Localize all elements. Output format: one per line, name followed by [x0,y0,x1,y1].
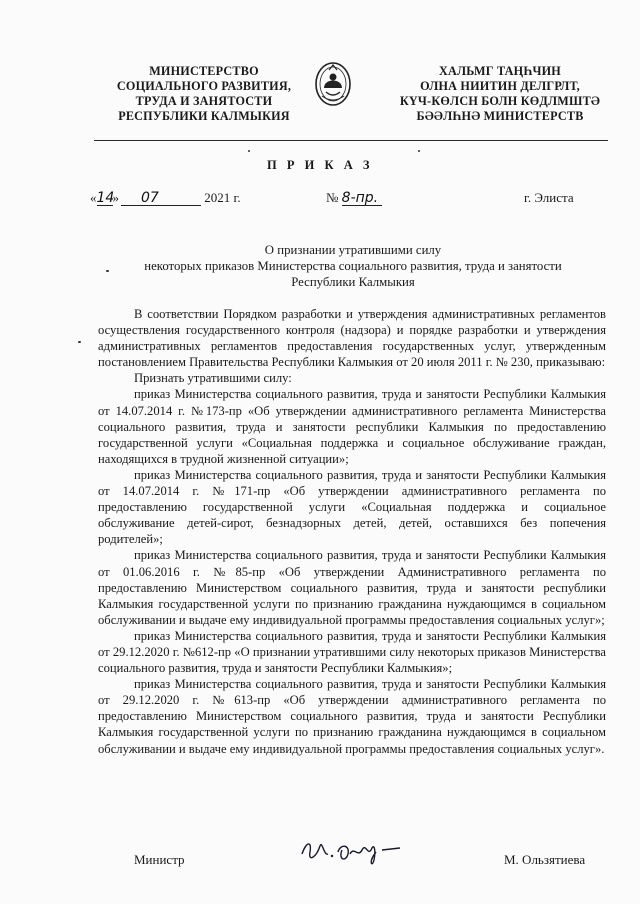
order-number [326,190,382,206]
ministry-name-line: МИНИСТЕРСТВО [149,64,259,78]
ministry-name-line: СОЦИАЛЬНОГО РАЗВИТИЯ, [116,79,292,93]
ministry-name-line: ТРУДА И ЗАНЯТОСТИ [135,94,273,108]
ministry-name-kalmyk [384,64,616,124]
signatory-name: М. Ользятиева [504,852,586,867]
body-paragraph: Признать утратившими силу: [134,371,292,386]
body-paragraph: приказ Министерства социального развития, труда и занятости Республики Калмыкия от 29.12.2020 г. №613-пр «Об утверждении административного регламента по предоставлению Министерством социального развития, труда и занятости Республики Калмыкия государственной услуги по признанию гражданина нуждающимся в социальном обслуживании и выдаче ему индивидуальной программы предоставления социальных услуг». [98,677,606,756]
letterhead-divider [94,140,608,141]
order-subject [100,242,606,290]
signatory-position: Министр [134,852,185,867]
body-paragraph: В соответствии Порядком разработки и утверждения административных регламентов осуществления государственного контроля (надзора) и порядке разработки и утверждения административных регламентов предоставления государственных услуг, утвержденным постановлением Правительства Республики Калмыкия от 20 июля 2011 г. № 230, приказываю: [98,307,606,370]
ministry-name-line: ХАЛЬМГ ТАҢҺЧИН [438,64,561,78]
ministry-name-line: КҮЧ-КӨЛСН БОЛН КӨДЛМШТӘ [399,94,601,108]
number-sign: № [326,190,339,205]
order-year: 2021 г. [204,190,241,205]
handwritten-signature [296,832,406,872]
order-date [90,190,241,206]
body-paragraph: приказ Министерства социального развития, труда и занятости Республики Калмыкия от 29.12.2020 г. №612-пр «О признании утратившими силу некоторых приказов Министерства социального развития, труда и занятости Республики Калмыкия»; [98,628,606,676]
ministry-name-line: БӘӘЛҺНӘ МИНИСТЕРСТВ [416,109,584,123]
order-city: г. Элиста [524,190,574,205]
order-day [97,191,113,206]
order-month-value: 07 [141,190,159,206]
scan-speck [418,150,420,152]
order-month [121,191,201,206]
scan-speck [78,341,81,343]
body-paragraph: приказ Министерства социального развития, труда и занятости Республики Калмыкия от 14.07.2014 г. №173-пр «Об утверждении административного регламента Министерства социального развития, труда и занятости республики Калмыкия по предоставлению государственной услуги «Социальная поддержка и социальное обслуживание граждан, находящихся в трудной жизненной ситуации»; [98,387,606,466]
scan-speck [248,150,250,152]
subject-line: некоторых приказов Министерства социального развития, труда и занятости [144,259,562,273]
subject-line: Республики Калмыкия [291,275,415,289]
ministry-name-line: ОЛНА НИИТИН ДЕЛГРЛТ, [420,79,580,93]
ministry-name-russian [98,64,310,124]
scan-speck [106,270,109,272]
order-body [98,306,606,757]
close-quote: » [112,190,119,205]
order-number-field [342,191,382,206]
ministry-name-line: РЕСПУБЛИКИ КАЛМЫКИЯ [118,109,290,123]
body-paragraph: приказ Министерства социального развития, труда и занятости Республики Калмыкия от 01.06.2016 г. №85-пр «Об утверждении Административного регламента по предоставлению Министерством социального развития, труда и занятости республики Калмыкия государственной услуги по признанию гражданина нуждающимся в социальном обслуживании и выдаче ему индивидуальной программы предоставления социальных услуг»; [98,548,606,627]
subject-line: О признании утратившими силу [264,243,442,257]
document-title: П Р И К А З [267,158,373,172]
kalmykia-emblem-icon [314,60,352,108]
body-paragraph: приказ Министерства социального развития, труда и занятости Республики Калмыкия от 14.07.2014 г. №171-пр «Об утверждении административного регламента по предоставлению государственной услуги «Социальная поддержка и социальное обслуживание детей-сирот, безнадзорных детей, детей, оставшихся без попечения родителей»; [98,467,606,547]
order-number-value: 8-пр. [341,190,379,206]
order-day-value: 14 [96,190,115,206]
open-quote: « [90,190,97,205]
